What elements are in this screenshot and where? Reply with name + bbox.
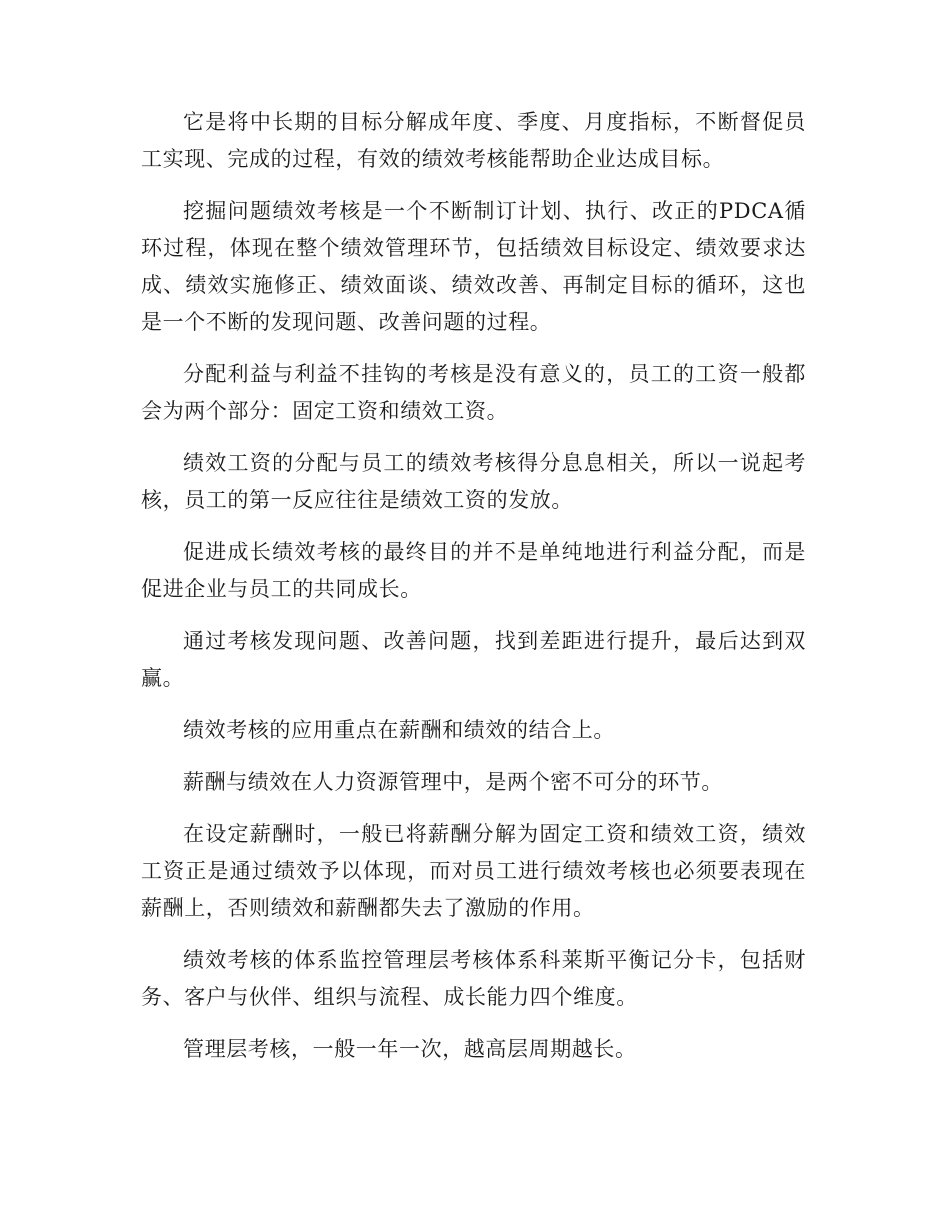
paragraph-10: 绩效考核的体系监控管理层考核体系科莱斯平衡记分卡，包括财务、客户与伙伴、组织与流程、成长能力四个维度。 bbox=[141, 948, 806, 1009]
paragraph-4: 绩效工资的分配与员工的绩效考核得分息息相关，所以一说起考核，员工的第一反应往往是绩效工资的发放。 bbox=[141, 451, 806, 512]
paragraph-6: 通过考核发现问题、改善问题，找到差距进行提升，最后达到双赢。 bbox=[141, 629, 806, 690]
document-body bbox=[141, 104, 806, 1083]
paragraph-1: 它是将中长期的目标分解成年度、季度、月度指标，不断督促员工实现、完成的过程，有效的绩效考核能帮助企业达成目标。 bbox=[141, 110, 806, 171]
paragraph-7: 绩效考核的应用重点在薪酬和绩效的结合上。 bbox=[183, 718, 615, 742]
paragraph-3: 分配利益与利益不挂钩的考核是没有意义的，员工的工资一般都会为两个部分：固定工资和绩效工资。 bbox=[141, 362, 806, 423]
paragraph-2: 挖掘问题绩效考核是一个不断制订计划、执行、改正的PDCA循环过程，体现在整个绩效管理环节，包括绩效目标设定、绩效要求达成、绩效实施修正、绩效面谈、绩效改善、再制定目标的循环，这也是一个不断的发现问题、改善问题的过程。 bbox=[141, 199, 806, 334]
paragraph-8: 薪酬与绩效在人力资源管理中，是两个密不可分的环节。 bbox=[183, 770, 723, 794]
paragraph-5: 促进成长绩效考核的最终目的并不是单纯地进行利益分配，而是促进企业与员工的共同成长。 bbox=[141, 540, 806, 601]
paragraph-9: 在设定薪酬时，一般已将薪酬分解为固定工资和绩效工资，绩效工资正是通过绩效予以体现，而对员工进行绩效考核也必须要表现在薪酬上，否则绩效和薪酬都失去了激励的作用。 bbox=[141, 822, 806, 920]
paragraph-11: 管理层考核，一般一年一次，越高层周期越长。 bbox=[183, 1037, 637, 1061]
